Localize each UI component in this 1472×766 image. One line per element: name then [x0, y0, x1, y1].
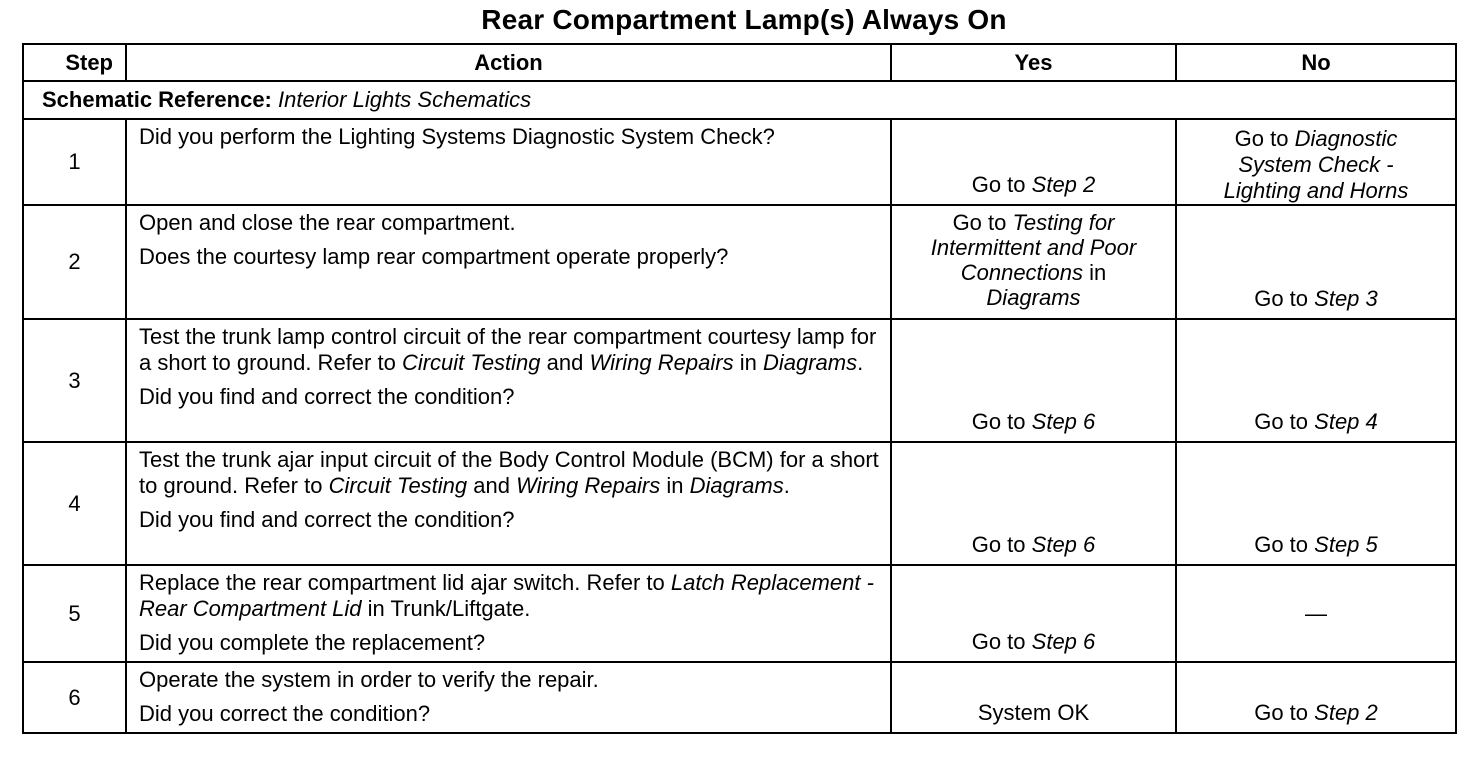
- action-cell: [126, 119, 891, 205]
- step-link[interactable]: Step 6: [1031, 532, 1096, 557]
- diagrams-link[interactable]: Diagrams: [986, 285, 1081, 310]
- no-result: Go to Step 2: [1254, 700, 1378, 725]
- step-number: 1: [23, 119, 126, 205]
- table-row: [23, 319, 1456, 442]
- table-row: [23, 205, 1456, 319]
- step-number: 6: [23, 662, 126, 733]
- yes-cell: [891, 319, 1176, 442]
- question-text: Did you perform the Lighting Systems Diagnostic System Check?: [139, 124, 775, 149]
- latch-replacement-link[interactable]: Latch Replacement - Rear Compartment Lid: [139, 570, 874, 621]
- step-link[interactable]: Step 6: [1031, 409, 1096, 434]
- action-cell: [126, 662, 891, 733]
- no-cell: [1176, 319, 1456, 442]
- question-text: Does the courtesy lamp rear compartment operate properly?: [139, 244, 729, 269]
- no-cell: [1176, 119, 1456, 205]
- action-cell: [126, 319, 891, 442]
- no-result: Go to Step 4: [1254, 409, 1378, 434]
- action-cell: [126, 205, 891, 319]
- yes-cell: [891, 662, 1176, 733]
- yes-result: Go to Testing for Intermittent and Poor Connections in Diagrams: [930, 210, 1137, 310]
- yes-result: Go to Step 2: [971, 172, 1096, 197]
- diagrams-link[interactable]: Diagrams: [689, 473, 784, 498]
- step-link[interactable]: Step 2: [1031, 172, 1096, 197]
- question-text: Did you complete the replacement?: [139, 630, 486, 655]
- table-row: [23, 662, 1456, 733]
- header-no: No: [1176, 44, 1456, 81]
- question-text: Did you find and correct the condition?: [139, 507, 515, 532]
- page-title: Rear Compartment Lamp(s) Always On: [481, 4, 1007, 35]
- table-row: [23, 565, 1456, 662]
- table-row: [23, 442, 1456, 565]
- header-row: [23, 44, 1456, 81]
- wiring-repairs-link[interactable]: Wiring Repairs: [589, 350, 734, 375]
- instruction-text: Replace the rear compartment lid ajar switch. Refer to Latch Replacement - Rear Compartment Lid in Trunk/Liftgate.: [139, 570, 874, 621]
- yes-result: Go to Step 6: [971, 409, 1096, 434]
- diagnostic-table: [22, 43, 1457, 734]
- step-link[interactable]: Step 4: [1314, 409, 1378, 434]
- step-number: 4: [23, 442, 126, 565]
- action-cell: [126, 442, 891, 565]
- step-number: 5: [23, 565, 126, 662]
- schematic-row: [23, 81, 1456, 119]
- step-number: 2: [23, 205, 126, 319]
- table-row: [23, 119, 1456, 205]
- step-link[interactable]: Step 2: [1314, 700, 1378, 725]
- circuit-testing-link[interactable]: Circuit Testing: [328, 473, 468, 498]
- header-yes: Yes: [891, 44, 1176, 81]
- no-result: —: [1305, 600, 1327, 626]
- wiring-repairs-link[interactable]: Wiring Repairs: [516, 473, 661, 498]
- schematic-reference: [23, 81, 1456, 119]
- no-result: Go to Diagnostic System Check - Lighting and Horns: [1223, 126, 1409, 203]
- no-result: Go to Step 3: [1254, 286, 1378, 311]
- question-text: Did you correct the condition?: [139, 701, 431, 726]
- header-step: Step: [23, 44, 126, 81]
- yes-result: Go to Step 6: [971, 629, 1096, 654]
- step-link[interactable]: Step 3: [1314, 286, 1378, 311]
- schematic-link[interactable]: Interior Lights Schematics: [278, 87, 532, 112]
- instruction-text: Operate the system in order to verify the repair.: [139, 667, 599, 692]
- no-cell: [1176, 662, 1456, 733]
- no-cell: [1176, 442, 1456, 565]
- no-result: Go to Step 5: [1254, 532, 1378, 557]
- yes-cell: [891, 119, 1176, 205]
- question-text: Did you find and correct the condition?: [139, 384, 515, 409]
- instruction-text: Test the trunk ajar input circuit of the Body Control Module (BCM) for a short to ground. Refer to Circuit Testing and Wiring Repairs in Diagrams.: [139, 447, 879, 498]
- instruction-text: Open and close the rear compartment.: [139, 210, 516, 235]
- circuit-testing-link[interactable]: Circuit Testing: [401, 350, 541, 375]
- procedure-link[interactable]: Diagnostic: [1294, 126, 1398, 151]
- no-cell: [1176, 565, 1456, 662]
- instruction-text: Test the trunk lamp control circuit of the rear compartment courtesy lamp for a short to ground. Refer to Circuit Testing and Wiring Repairs in Diagrams.: [139, 324, 877, 375]
- step-number: 3: [23, 319, 126, 442]
- step-link[interactable]: Step 5: [1314, 532, 1378, 557]
- procedure-link[interactable]: Testing for: [1012, 210, 1115, 235]
- schematic-label: Schematic Reference:: [42, 87, 272, 112]
- yes-cell: [891, 442, 1176, 565]
- no-cell: [1176, 205, 1456, 319]
- yes-result: Go to Step 6: [971, 532, 1096, 557]
- header-action: Action: [126, 44, 891, 81]
- yes-cell: [891, 205, 1176, 319]
- yes-result: System OK: [977, 700, 1090, 725]
- yes-cell: [891, 565, 1176, 662]
- step-link[interactable]: Step 6: [1031, 629, 1096, 654]
- diagrams-link[interactable]: Diagrams: [762, 350, 858, 375]
- action-cell: [126, 565, 891, 662]
